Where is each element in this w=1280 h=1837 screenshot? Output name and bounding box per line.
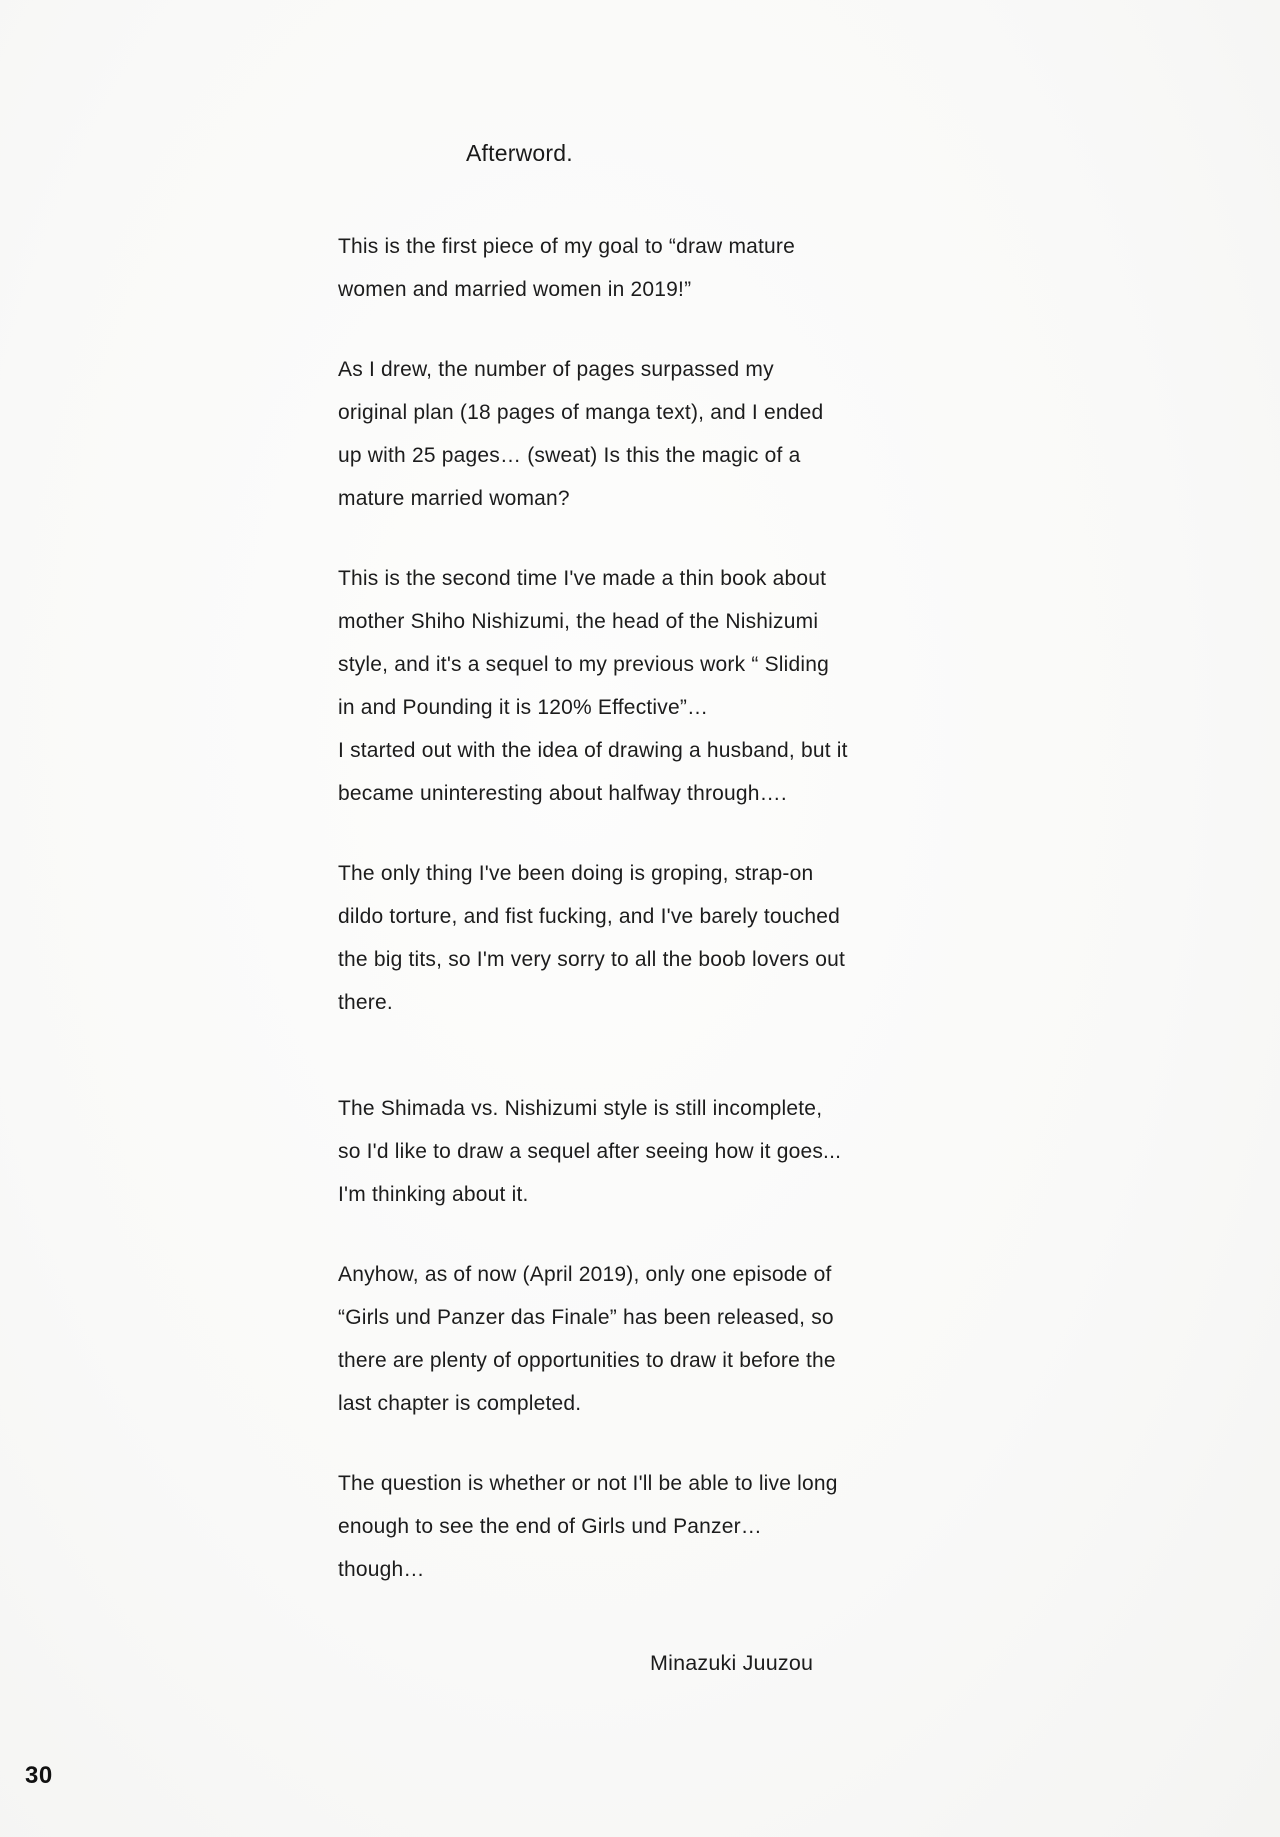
text-line: The only thing I've been doing is groping, strap-on [338,862,814,885]
afterword-paragraph [338,1087,938,1216]
afterword-paragraph [338,1253,938,1425]
text-line: I started out with the idea of drawing a husband, but it [338,739,848,762]
afterword-paragraph [338,852,938,1024]
text-line: the big tits, so I'm very sorry to all the boob lovers out [338,948,845,971]
afterword-paragraph [338,225,938,311]
text-line: This is the second time I've made a thin book about [338,567,827,590]
text-line: As I drew, the number of pages surpassed my [338,358,774,381]
text-line: style, and it's a sequel to my previous work “ Sliding [338,653,830,676]
text-line: mature married woman? [338,487,570,510]
text-line: This is the first piece of my goal to “draw mature [338,235,795,258]
text-line: so I'd like to draw a sequel after seeing how it goes... [338,1140,842,1163]
text-line: women and married women in 2019!” [338,278,692,301]
text-line: last chapter is completed. [338,1392,582,1415]
text-line: there. [338,991,393,1014]
author-signature: Minazuki Juuzou [650,1651,814,1675]
afterword-paragraph [338,348,938,520]
text-line: became uninteresting about halfway through…. [338,782,787,805]
text-line: dildo torture, and fist fucking, and I've barely touched [338,905,841,928]
text-line: “Girls und Panzer das Finale” has been released, so [338,1306,834,1329]
page-number: 30 [25,1762,53,1789]
afterword-paragraphs [338,225,938,1591]
text-line: there are plenty of opportunities to draw it before the [338,1349,836,1372]
text-line: I'm thinking about it. [338,1183,529,1206]
text-line: mother Shiho Nishizumi, the head of the Nishizumi [338,610,819,633]
afterword-paragraph [338,557,938,815]
text-line: in and Pounding it is 120% Effective”… [338,696,709,719]
text-line: up with 25 pages… (sweat) Is this the magic of a [338,444,801,467]
text-line: though… [338,1558,425,1581]
text-line: original plan (18 pages of manga text), and I ended [338,401,824,424]
text-line: The Shimada vs. Nishizumi style is still incomplete, [338,1097,823,1120]
text-line: Anyhow, as of now (April 2019), only one episode of [338,1263,832,1286]
page-title: Afterword. [466,140,573,166]
afterword-content [338,132,938,1685]
text-line: enough to see the end of Girls und Panzer… [338,1515,763,1538]
text-line: The question is whether or not I'll be able to live long [338,1472,838,1495]
afterword-paragraph [338,1462,938,1591]
